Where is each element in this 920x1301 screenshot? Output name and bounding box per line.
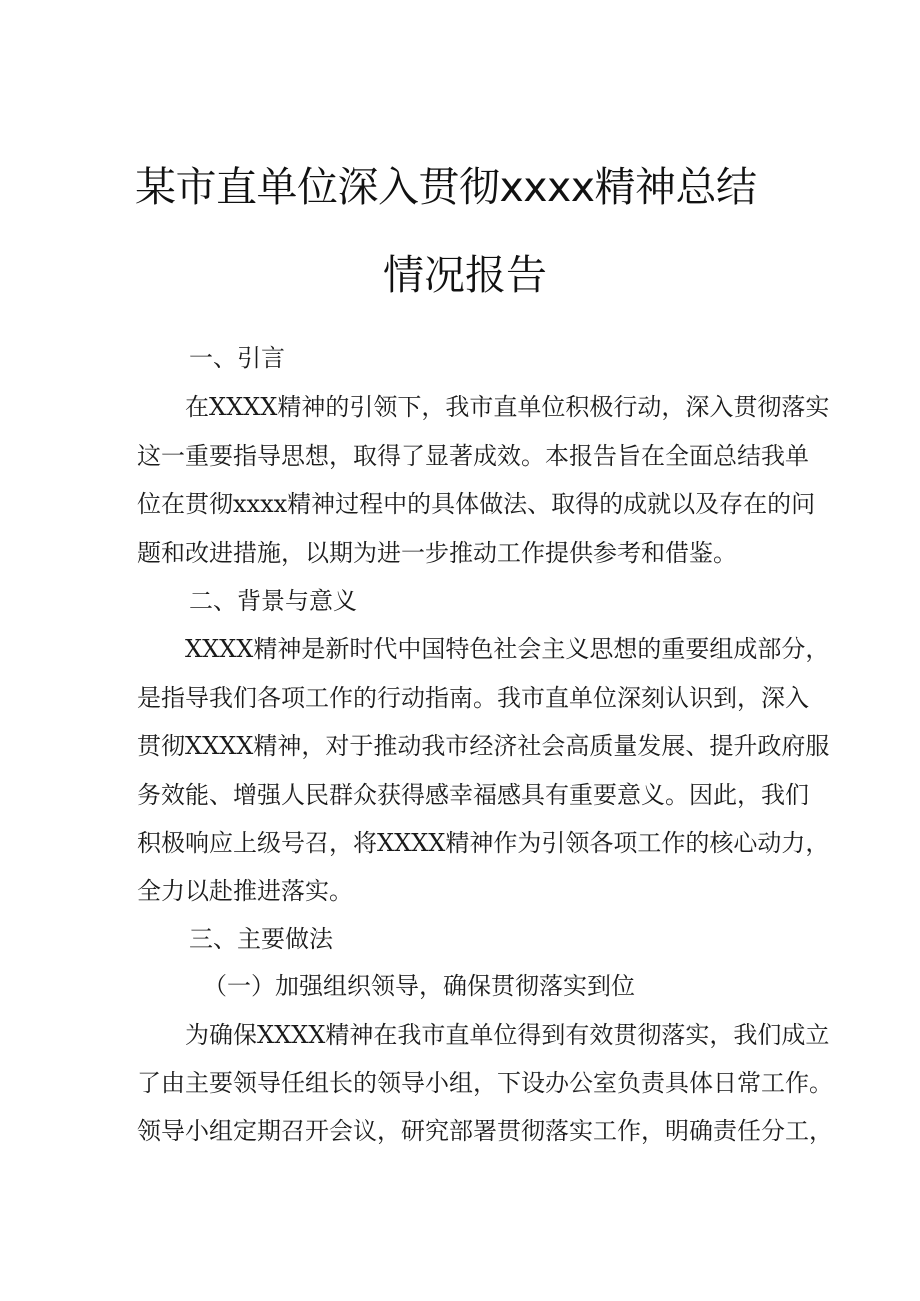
paragraph-line: 了由主要领导任组长的领导小组，下设办公室负责具体日常工作。 bbox=[137, 1069, 833, 1097]
subsection-heading: （一）加强组织领导，确保贯彻落实到位 bbox=[203, 972, 635, 1000]
paragraph-line: 务效能、增强人民群众获得感幸福感具有重要意义。因此，我们 bbox=[137, 781, 809, 809]
paragraph-line: 这一重要指导思想，取得了显著成效。本报告旨在全面总结我单 bbox=[137, 442, 809, 470]
document-title-line-2: 情况报告 bbox=[383, 251, 547, 299]
document-title-line-1: 某市直单位深入贯彻xxxx精神总结 bbox=[135, 163, 757, 211]
paragraph-line: 位在贯彻xxxx精神过程中的具体做法、取得的成就以及存在的问 bbox=[137, 490, 816, 518]
paragraph-line: 题和改进措施，以期为进一步推动工作提供参考和借鉴。 bbox=[137, 539, 737, 567]
paragraph-line: 是指导我们各项工作的行动指南。我市直单位深刻认识到，深入 bbox=[137, 684, 809, 712]
section-heading-main-practices: 三、主要做法 bbox=[189, 925, 333, 953]
paragraph-line: 领导小组定期召开会议，研究部署贯彻落实工作，明确责任分工， bbox=[137, 1117, 833, 1145]
paragraph-line: 在XXXX精神的引领下，我市直单位积极行动，深入贯彻落实 bbox=[185, 393, 830, 421]
section-heading-background: 二、背景与意义 bbox=[189, 587, 357, 615]
paragraph-line: 全力以赴推进落实。 bbox=[137, 877, 353, 905]
paragraph-line: 积极响应上级号召，将XXXX精神作为引领各项工作的核心动力， bbox=[137, 829, 830, 857]
section-heading-introduction: 一、引言 bbox=[189, 344, 285, 372]
paragraph-line: 贯彻XXXX精神，对于推动我市经济社会高质量发展、提升政府服 bbox=[137, 732, 830, 760]
paragraph-line: XXXX精神是新时代中国特色社会主义思想的重要组成部分， bbox=[185, 635, 830, 663]
paragraph-line: 为确保XXXX精神在我市直单位得到有效贯彻落实，我们成立 bbox=[185, 1021, 830, 1049]
